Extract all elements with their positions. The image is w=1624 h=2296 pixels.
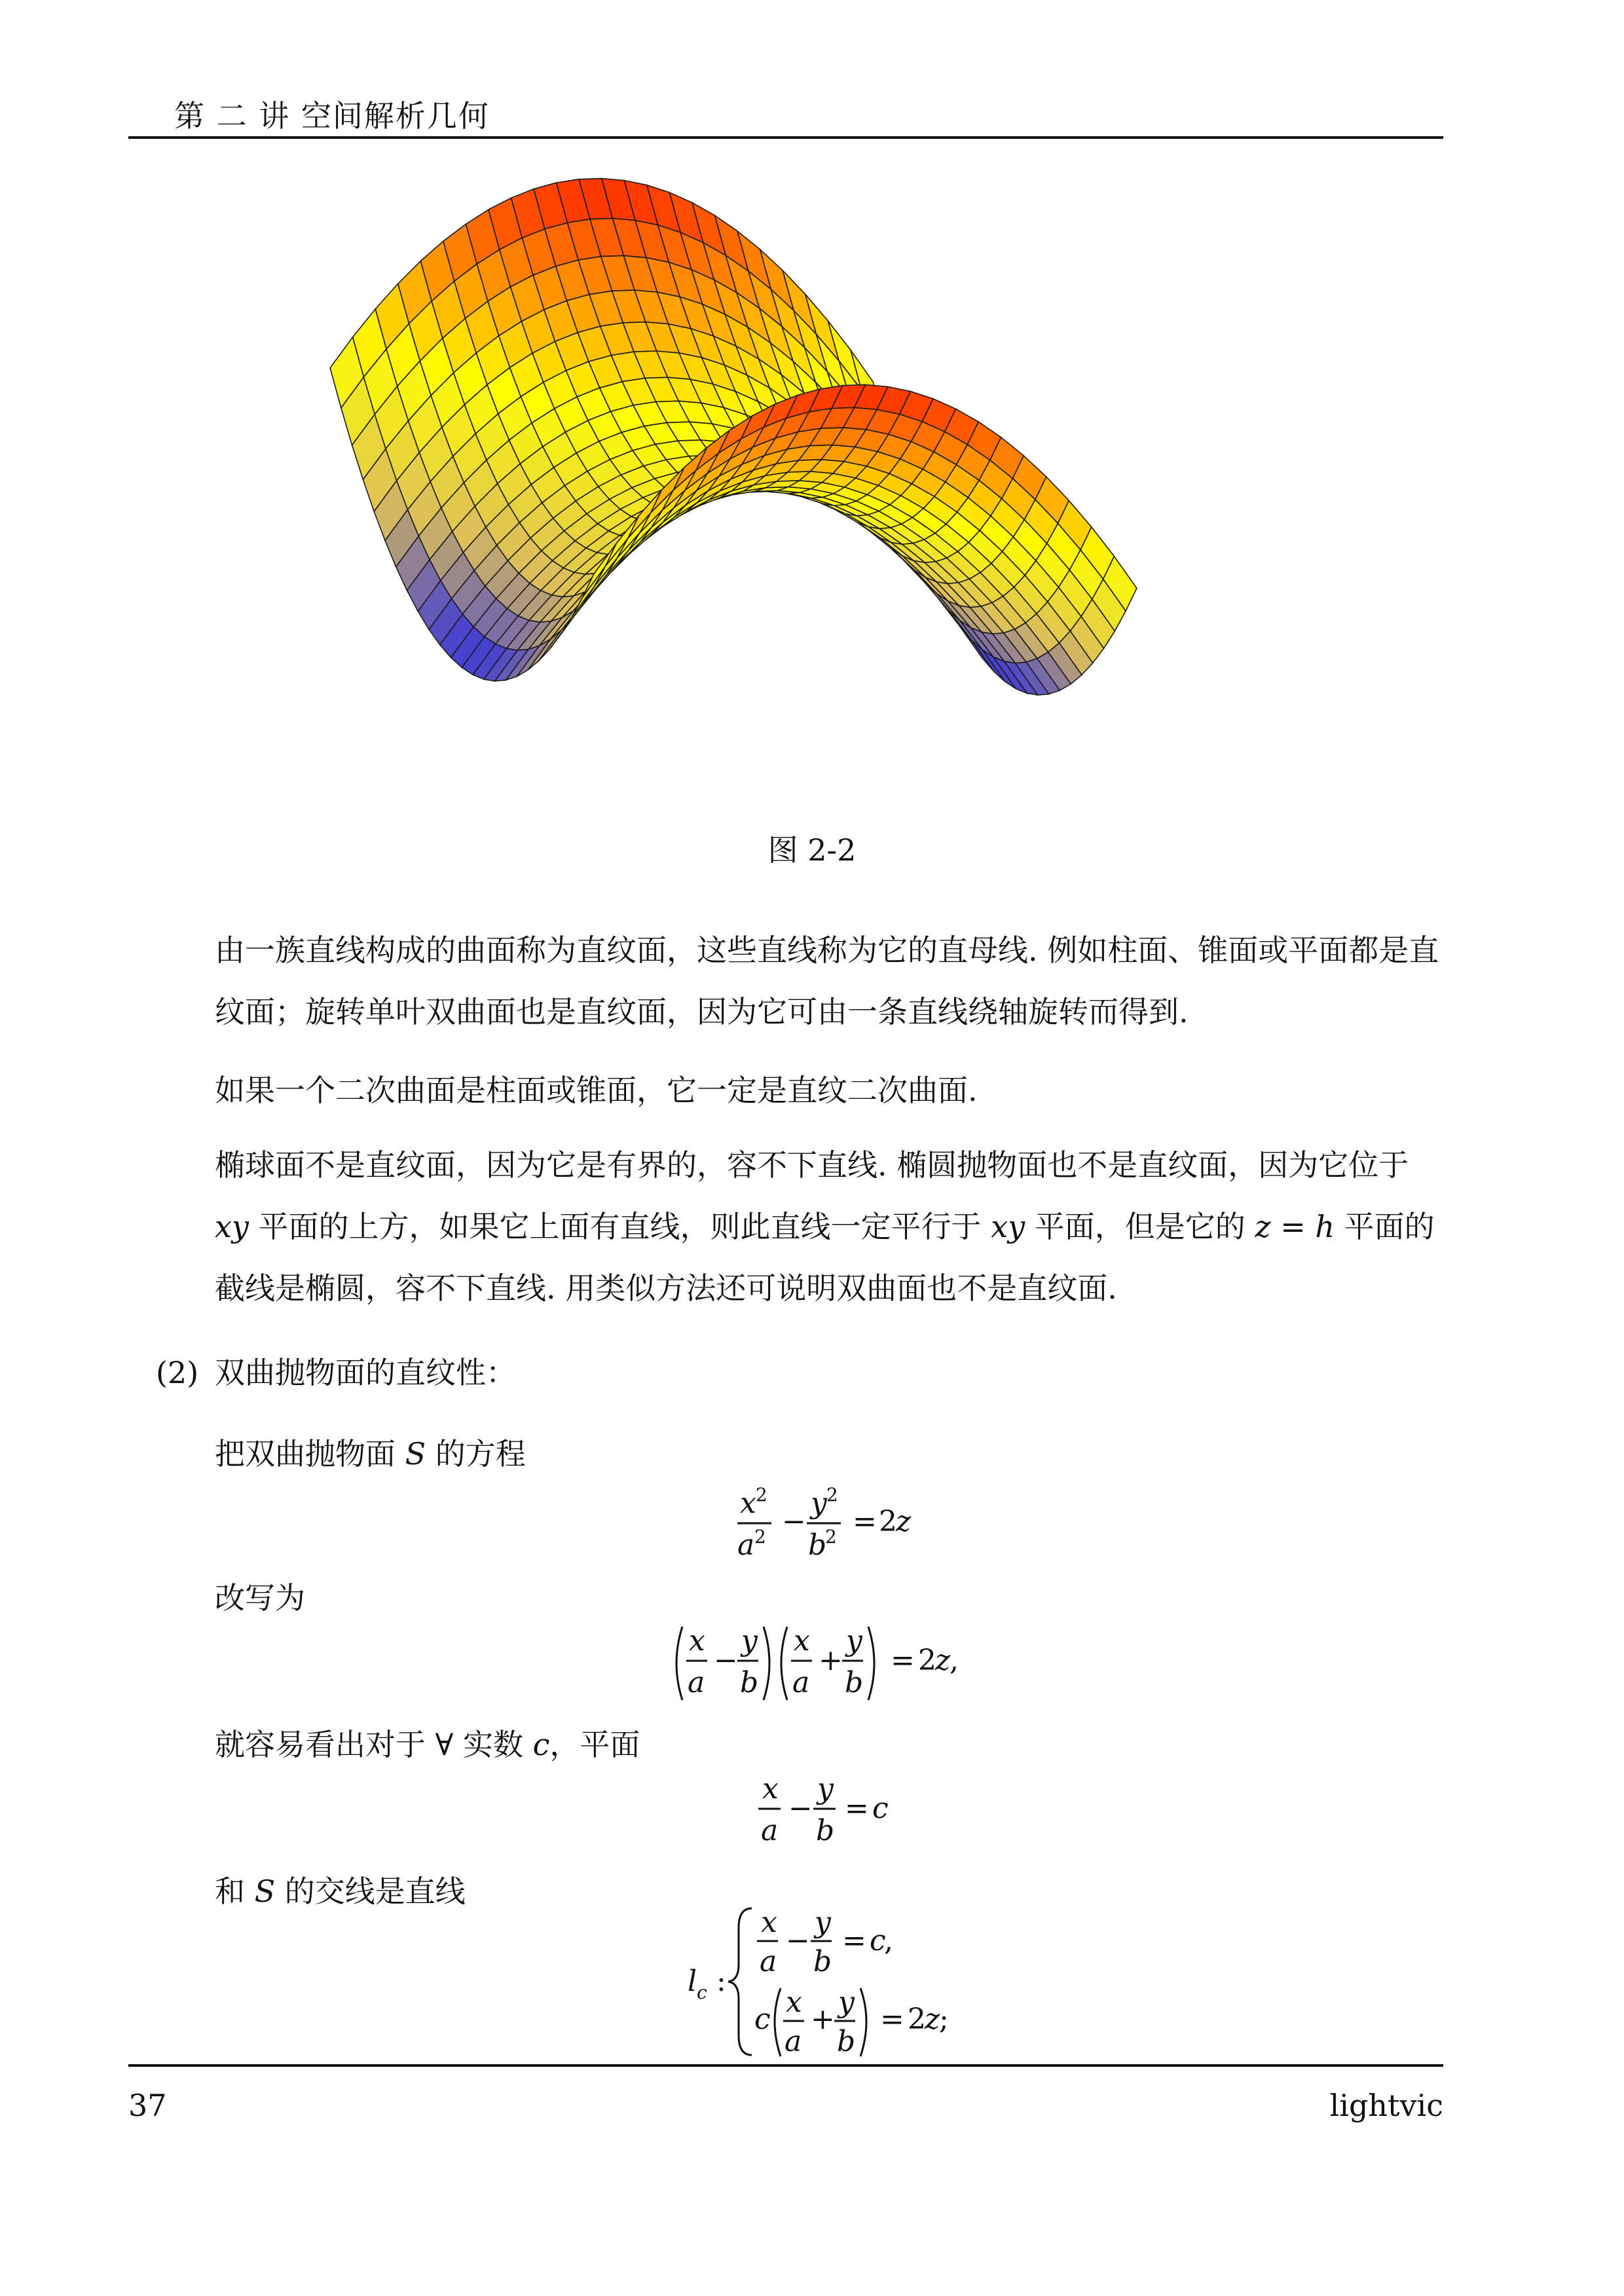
- l1-text-a: 把双曲抛物面: [215, 1436, 405, 1472]
- saddle-surface-figure: [275, 164, 1297, 819]
- svg-text:c: c: [697, 1982, 707, 2003]
- svg-text:,: ,: [884, 1924, 893, 1957]
- footer-rule: [128, 2064, 1443, 2067]
- line-plane-intro: [215, 1721, 640, 1764]
- equation-1: [733, 1481, 943, 1566]
- l4-math-S: S: [254, 1874, 276, 1909]
- header-rule: [128, 136, 1443, 139]
- svg-text:z: z: [935, 1644, 951, 1677]
- list-item-title: 双曲抛物面的直纹性：: [215, 1355, 516, 1390]
- svg-text:a: a: [761, 1814, 779, 1847]
- svg-text:z: z: [896, 1505, 912, 1538]
- svg-text:b: b: [816, 1814, 835, 1847]
- line-intersection-intro: [215, 1868, 466, 1911]
- svg-text:y: y: [815, 1906, 831, 1939]
- svg-text:b: b: [813, 1945, 832, 1978]
- svg-text:c: c: [872, 1792, 889, 1825]
- svg-text:2: 2: [918, 1644, 936, 1677]
- svg-text:=: =: [880, 2003, 904, 2036]
- svg-text:c: c: [754, 2003, 771, 2036]
- svg-text:−: −: [788, 1792, 813, 1825]
- l3-text-a: 就容易看出对于 ∀ 实数: [215, 1727, 533, 1762]
- svg-text:y: y: [741, 1624, 758, 1657]
- line-equation-intro: [215, 1430, 526, 1473]
- svg-text:=: =: [891, 1644, 915, 1677]
- svg-text:x: x: [786, 1986, 802, 2019]
- line-rewrite: 改写为: [215, 1580, 305, 1616]
- l1-text-b: 的方程: [426, 1436, 526, 1472]
- svg-text:y: y: [838, 1986, 855, 2019]
- svg-text:,: ,: [950, 1644, 959, 1677]
- svg-text:−: −: [714, 1644, 738, 1677]
- paragraph-ruled-surface-definition: 由一族直线构成的曲面称为直纹面，这些直线称为它的直母线. 例如柱面、锥面或平面都是直纹面；旋转单叶双曲面也是直纹面，因为它可由一条直线绕轴旋转而得到.: [215, 933, 1439, 1029]
- svg-text:c: c: [870, 1924, 886, 1957]
- equation-2: [668, 1618, 995, 1709]
- svg-text:b: b: [845, 1666, 864, 1699]
- p3-text-d: 平面的截线是椭圆，容不下直线. 用类似方法还可说明双曲面也不是直纹面.: [215, 1209, 1435, 1306]
- l4-text-b: 的交线是直线: [275, 1874, 466, 1909]
- svg-text:l: l: [688, 1965, 697, 1998]
- svg-text:=: =: [842, 1924, 866, 1957]
- svg-text:a: a: [688, 1666, 705, 1699]
- svg-text:y: y: [817, 1772, 834, 1805]
- p3-text-c: 平面，但是它的: [1025, 1209, 1255, 1244]
- svg-text:2: 2: [826, 1484, 838, 1506]
- svg-text:y: y: [846, 1624, 862, 1657]
- svg-text:b: b: [740, 1666, 759, 1699]
- p3-text-b: 平面的上方，如果它上面有直线，则此直线一定平行于: [248, 1209, 991, 1244]
- p3-text-a: 椭球面不是直纹面，因为它是有界的，容不下直线. 椭圆抛物面也不是直纹面，因为它位于: [215, 1147, 1409, 1183]
- svg-text:2: 2: [879, 1505, 897, 1538]
- paragraph-ellipsoid-not-ruled: [215, 1134, 1443, 1319]
- svg-text:2: 2: [756, 1484, 767, 1506]
- p3-math-xy-2: xy: [991, 1209, 1025, 1244]
- page-number: 37: [128, 2088, 167, 2123]
- svg-text:a: a: [784, 2025, 802, 2058]
- svg-text::: :: [716, 1965, 726, 1998]
- svg-text:2: 2: [754, 1526, 766, 1547]
- l3-text-b: ，平面: [549, 1727, 640, 1762]
- svg-text:b: b: [808, 1528, 827, 1562]
- svg-text:x: x: [761, 1906, 777, 1939]
- svg-text:y: y: [811, 1487, 827, 1520]
- svg-text:=: =: [853, 1505, 877, 1538]
- l1-math-S: S: [405, 1436, 426, 1472]
- svg-text:x: x: [762, 1772, 779, 1805]
- svg-text:z: z: [925, 2003, 940, 2036]
- equation-3: [753, 1768, 910, 1853]
- svg-text:−: −: [782, 1505, 806, 1538]
- svg-text:2: 2: [908, 2003, 926, 2036]
- l4-text-a: 和: [215, 1874, 255, 1909]
- page-header: 第 二 讲 空间解析几何: [174, 98, 490, 134]
- svg-text:2: 2: [825, 1526, 837, 1547]
- l3-math-c: c: [532, 1727, 550, 1762]
- paragraph-quadric-cylinder-cone: 如果一个二次曲面是柱面或锥面，它一定是直纹二次曲面.: [215, 1073, 978, 1108]
- list-item-2: [156, 1349, 516, 1392]
- figure-caption: 图 2-2: [767, 832, 857, 868]
- p3-math-xy-1: xy: [215, 1209, 249, 1244]
- svg-text:x: x: [794, 1624, 810, 1657]
- svg-text:+: +: [819, 1644, 843, 1677]
- svg-text:a: a: [760, 1945, 777, 1978]
- svg-text:x: x: [740, 1487, 756, 1520]
- svg-text:x: x: [689, 1624, 705, 1657]
- svg-text:b: b: [837, 2025, 856, 2058]
- svg-text:−: −: [786, 1924, 810, 1957]
- list-item-number: (2): [156, 1355, 199, 1390]
- equation-4-system: [681, 1899, 995, 2063]
- svg-text:;: ;: [939, 2003, 949, 2036]
- svg-text:a: a: [737, 1528, 755, 1562]
- footer-author: lightvic: [1329, 2088, 1443, 2123]
- p3-math-z-eq-h: z = h: [1255, 1209, 1335, 1244]
- svg-text:=: =: [845, 1792, 869, 1825]
- svg-text:a: a: [792, 1666, 810, 1699]
- svg-text:+: +: [811, 2003, 835, 2036]
